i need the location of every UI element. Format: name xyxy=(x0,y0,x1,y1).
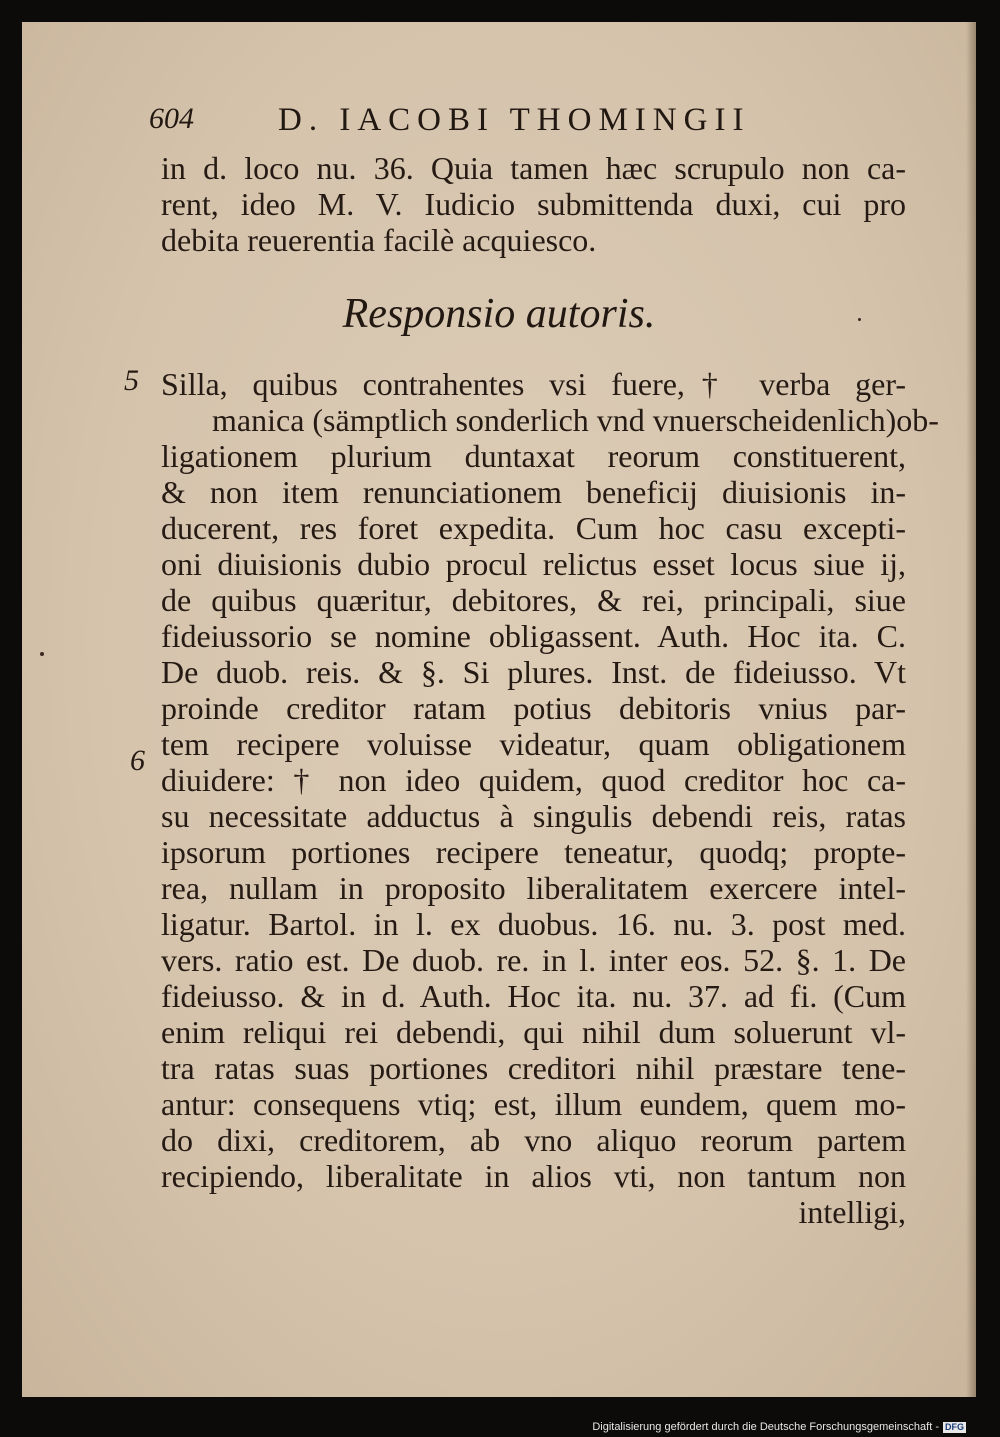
page-number: 604 xyxy=(149,102,194,135)
text-line: & non item renunciationem beneficij diuisionis in- xyxy=(161,474,906,510)
text-line: manica (sämptlich sonderlich vnd vnuerscheidenlich)ob- xyxy=(212,402,939,438)
text-line: de quibus quæritur, debitores, & rei, principali, siue xyxy=(161,582,906,618)
text-line: recipiendo, liberalitate in alios vti, non tantum non xyxy=(161,1158,906,1194)
text-line: oni diuisionis dubio procul relictus esset locus siue ij, xyxy=(161,546,906,582)
text-line: proinde creditor ratam potius debitoris vnius par- xyxy=(161,690,906,726)
text-line: antur: consequens vtiq; est, illum eundem, quem mo- xyxy=(161,1086,906,1122)
text-line-first: Silla, quibus contrahentes vsi fuere,† verba ger- xyxy=(161,366,906,402)
running-title: D. IACOBI THOMINGII xyxy=(278,102,751,138)
text-line: fideiussorio se nomine obligassent. Auth. Hoc ita. C. xyxy=(161,618,906,654)
text-line: rent, ideo M. V. Iudicio submittenda duxi, cui pro xyxy=(161,186,906,222)
text-line: tra ratas suas portiones creditori nihil præstare tene- xyxy=(161,1050,906,1086)
text-line: do dixi, creditorem, ab vno aliquo reorum partem xyxy=(161,1122,906,1158)
page-gutter-shadow xyxy=(966,22,976,1397)
credit-text: Digitalisierung gefördert durch die Deutsche Forschungsgemeinschaft - xyxy=(592,1421,939,1433)
text-line: debita reuerentia facilè acquiesco. xyxy=(161,222,597,258)
dfg-logo: DFG xyxy=(945,1421,964,1432)
text-line: tem recipere voluisse videatur, quam obligationem xyxy=(161,726,906,762)
text-line: ducerent, res foret expedita. Cum hoc casu excepti- xyxy=(161,510,906,546)
text-line: su necessitate adductus à singulis debendi reis, ratas xyxy=(161,798,906,834)
text-line: rea, nullam in proposito liberalitatem exercere intel- xyxy=(161,870,906,906)
section-title: Responsio autoris. xyxy=(342,291,656,337)
text-line: diuidere: † non ideo quidem, quod creditor hoc ca- xyxy=(161,762,906,798)
ink-speck xyxy=(40,652,44,656)
text-line: in d. loco nu. 36. Quia tamen hæc scrupulo non ca- xyxy=(161,150,906,186)
ink-speck xyxy=(858,318,861,321)
text-line: De duob. reis. & §. Si plures. Inst. de fideiusso. Vt xyxy=(161,654,906,690)
book-page xyxy=(22,22,976,1397)
margin-number-6: 6 xyxy=(130,744,145,777)
text-line: ligationem plurium duntaxat reorum constituerent, xyxy=(161,438,906,474)
text-line: fideiusso. & in d. Auth. Hoc ita. nu. 37. ad fi. (Cum xyxy=(161,978,906,1014)
margin-number-5: 5 xyxy=(124,364,139,397)
catchword: intelligi, xyxy=(798,1194,906,1230)
text-line: enim reliqui rei debendi, qui nihil dum soluerunt vl- xyxy=(161,1014,906,1050)
text-line: vers. ratio est. De duob. re. in l. inter eos. 52. §. 1. De xyxy=(161,942,906,978)
digitization-credit xyxy=(592,1421,966,1433)
text-line: ligatur. Bartol. in l. ex duobus. 16. nu. 3. post med. xyxy=(161,906,906,942)
text-line: ipsorum portiones recipere teneatur, quodq; propte- xyxy=(161,834,906,870)
